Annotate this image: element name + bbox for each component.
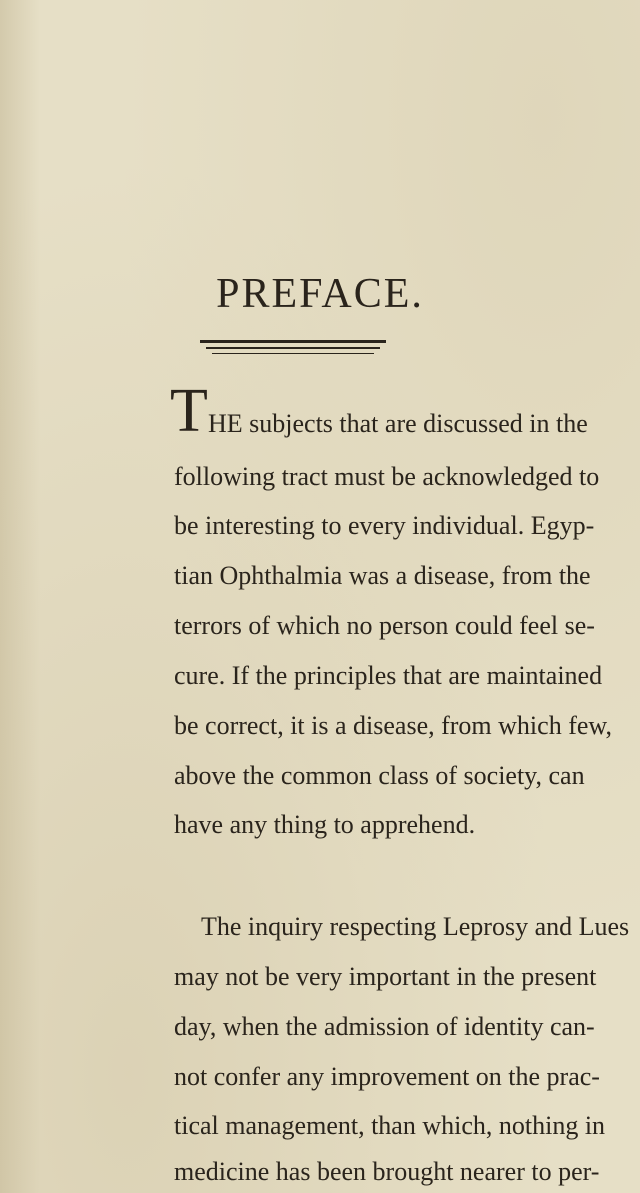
paragraph-1-line: above the common class of society, can: [174, 761, 585, 790]
page-heading: PREFACE.: [216, 271, 424, 317]
heading-rule-thin: [212, 353, 374, 354]
paragraph-1-line: be interesting to every individual. Egyp-: [174, 511, 595, 540]
paragraph-1-line: be correct, it is a disease, from which few,: [174, 711, 612, 740]
paragraph-1-line: terrors of which no person could feel se-: [174, 611, 595, 640]
heading-rule-thick: [200, 340, 386, 343]
paragraph-2-line: tical management, than which, nothing in: [174, 1111, 606, 1140]
paragraph-1-line: cure. If the principles that are maintained: [174, 661, 603, 690]
paragraph-2-line: The inquiry respecting Leprosy and Lues: [201, 912, 630, 941]
drop-capital: T: [170, 377, 208, 445]
heading-rule-medium: [206, 347, 380, 349]
paragraph-1-line: following tract must be acknowledged to: [174, 462, 600, 491]
paragraph-2-line: medicine has been brought nearer to per-: [174, 1157, 600, 1186]
paragraph-2-line: day, when the admission of identity can-: [174, 1012, 595, 1041]
paragraph-2-line: may not be very important in the present: [174, 962, 597, 991]
paragraph-1-line: tian Ophthalmia was a disease, from the: [174, 561, 591, 590]
paragraph-2-line: not confer any improvement on the prac-: [174, 1062, 600, 1091]
paragraph-1-line: have any thing to apprehend.: [174, 810, 476, 839]
paragraph-1-line: HE subjects that are discussed in the: [208, 409, 588, 438]
